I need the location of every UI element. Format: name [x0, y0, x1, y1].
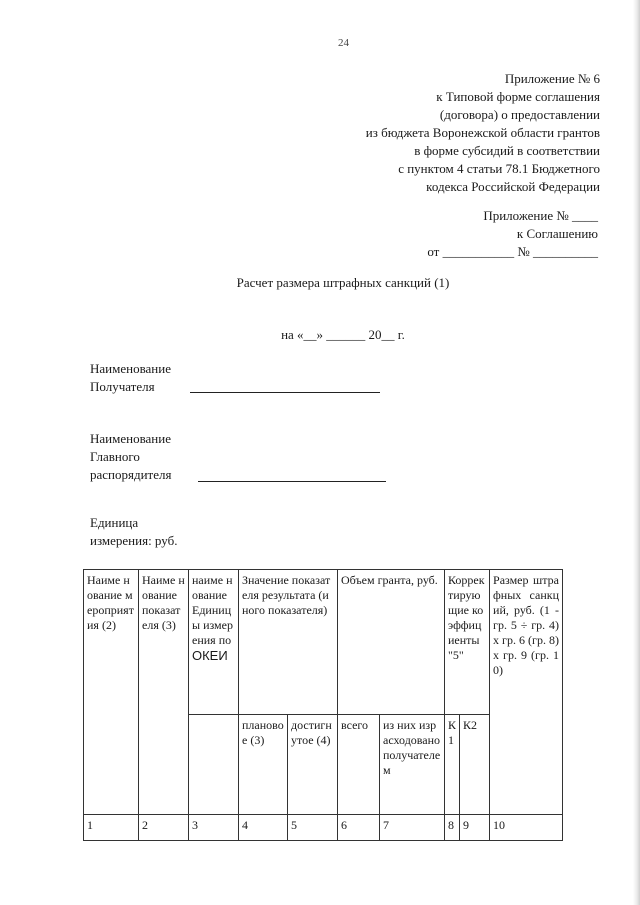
column-number: 9 — [460, 815, 490, 841]
agreement-date-number: от ___________ № __________ — [427, 244, 598, 259]
manager-label-line: распорядителя — [90, 467, 172, 482]
manager-field — [90, 430, 171, 484]
unit-label-line: Единица — [90, 515, 139, 530]
appendix-line: из бюджета Воронежской области грантов — [365, 125, 600, 140]
subheader-planned: плановое (3) — [239, 715, 288, 815]
page-number: 24 — [338, 37, 349, 49]
column-number: 7 — [380, 815, 445, 841]
col-header-event-name: Наиме нование мероприятия (2) — [84, 570, 139, 815]
manager-label-line: Главного — [90, 449, 140, 464]
column-number: 1 — [84, 815, 139, 841]
appendix-line: к Типовой форме соглашения — [436, 89, 600, 104]
col-header-penalty-size: Размер штрафных санкций, руб. (1 - гр. 5 ÷ гр. 4) x гр. 6 (гр. 8) x гр. 9 (гр. 10) — [490, 570, 563, 815]
column-number: 6 — [338, 815, 380, 841]
agreement-reference — [427, 207, 598, 261]
appendix-line: кодекса Российской Федерации — [426, 179, 600, 194]
subheader-achieved: достигнутое (4) — [288, 715, 338, 815]
recipient-field — [90, 360, 171, 396]
col-header-grant-volume: Объем гранта, руб. — [338, 570, 445, 715]
manager-blank-line — [198, 481, 386, 482]
column-number: 3 — [189, 815, 239, 841]
subheader-k2: К2 — [460, 715, 490, 815]
appendix-line: (договора) о предоставлении — [439, 107, 600, 122]
col-header-indicator-name: Наиме нование показателя (3) — [139, 570, 189, 815]
unit-field — [90, 514, 177, 550]
manager-label-line: Наименование — [90, 431, 171, 446]
recipient-label-line: Получателя — [90, 379, 155, 394]
penalty-table — [83, 569, 563, 841]
col-header-coefficients: Корректирующие коэффициенты "5" — [445, 570, 490, 715]
subheader-empty — [189, 715, 239, 815]
subheader-spent: из них израсходовано получателем — [380, 715, 445, 815]
col-header-unit — [189, 570, 239, 715]
page-edge-shadow — [633, 0, 640, 905]
column-number: 10 — [490, 815, 563, 841]
column-number: 2 — [139, 815, 189, 841]
column-number: 4 — [239, 815, 288, 841]
appendix-header — [270, 70, 600, 196]
recipient-blank-line — [190, 392, 380, 393]
subheader-k1: К1 — [445, 715, 460, 815]
date-line: на «__» ______ 20__ г. — [281, 327, 405, 342]
agreement-label: к Соглашению — [516, 226, 598, 241]
subheader-total: всего — [338, 715, 380, 815]
appendix-line: с пунктом 4 статьи 78.1 Бюджетного — [398, 161, 600, 176]
document-title: Расчет размера штрафных санкций (1) — [236, 275, 450, 290]
column-number: 5 — [288, 815, 338, 841]
column-number: 8 — [445, 815, 460, 841]
appendix-line: Приложение № 6 — [504, 71, 600, 86]
appendix-line: в форме субсидий в соответствии — [414, 143, 600, 158]
col-header-unit-text: наиме нование Единицы измерения по — [192, 573, 233, 647]
col-header-indicator-value: Значение показателя результата (иного показателя) — [239, 570, 338, 715]
recipient-label-line: Наименование — [90, 361, 171, 376]
unit-label-line: измерения: руб. — [90, 533, 178, 548]
agreement-appendix-number: Приложение № ____ — [483, 208, 598, 223]
col-header-okei: ОКЕИ — [192, 648, 228, 663]
